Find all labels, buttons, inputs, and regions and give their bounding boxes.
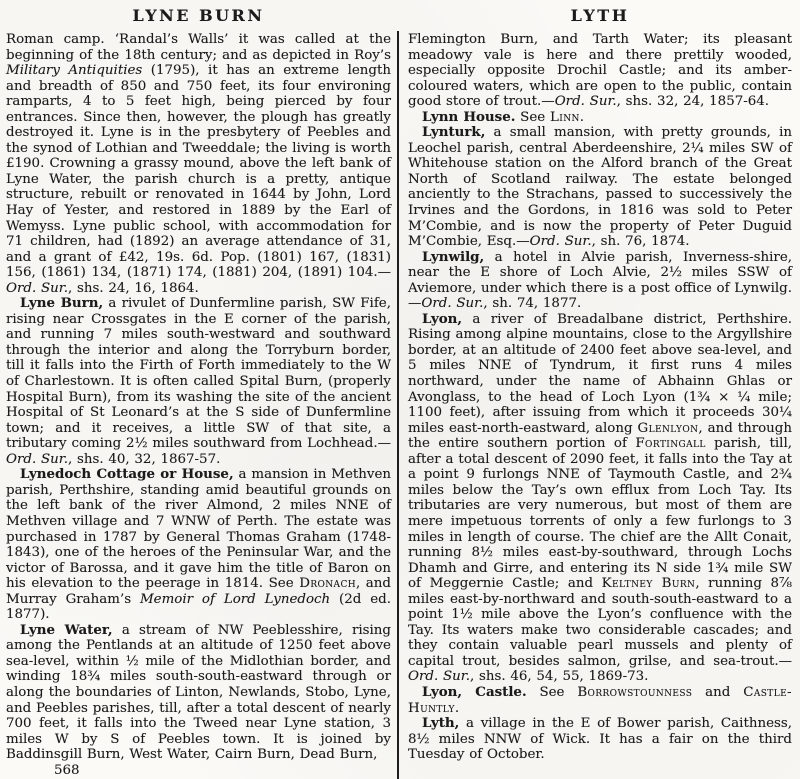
- entry-title: Lyon,: [422, 310, 463, 327]
- body-text: a hotel in Alvie parish, Inverness-shire, near the E shore of Loch Alvie, 2½ miles SSW of Aviemore, under which there is a post office of Lynwilg.—: [408, 249, 792, 312]
- body-text: (2d ed. 1877).: [6, 591, 391, 623]
- entry-paragraph: [408, 685, 792, 716]
- body-text: .: [579, 109, 585, 125]
- entry-paragraph: [408, 32, 792, 110]
- body-text: a river of Breadalbane district, Perthshire. Rising among alpine mountains, close to the Argyllshire border, at an altitude of 2400 feet above sea-level, and 5 miles NNE of Tyndrum, it first runs 4 miles northward, under the name of Abhainn Ghlas or Avonglass, to the head of Loch Lyon (1¾ × ¼ mile; 1100 feet), after issuing from which it proceeds 30¼ miles east-north-eastward, along: [408, 311, 792, 436]
- entry-paragraph: [408, 716, 792, 763]
- page-number: 568: [54, 762, 80, 778]
- entry-title: Lynturk,: [422, 124, 486, 141]
- entry-title: Lyne Water,: [20, 621, 113, 638]
- body-text: , shs. 24, 16, 1864.: [67, 280, 199, 296]
- italic-text: Ord. Sur.: [529, 234, 592, 250]
- italic-text: Ord. Sur.: [408, 669, 470, 685]
- right-column-header: LYTH: [570, 6, 630, 25]
- entry-paragraph: [408, 250, 792, 312]
- body-text: See: [515, 109, 550, 125]
- body-text: a mansion in Methven parish, Perthshire, standing amid beautiful grounds on the left bank of the river Almond, 2 miles NNE of Methven village and 7 WNW of Perth. The estate was purchased in 1787 by General Thomas Graham (1748-1843), one of the heroes of the Peninsular War, and the victor of Barossa, and it gave him the title of Baron on his elevation to the peerage in 1814. See: [6, 467, 391, 592]
- entry-paragraph: [6, 623, 391, 763]
- body-text: a stream of NW Peeblesshire, rising among the Pentlands at an altitude of 1250 feet above sea-level, within ½ mile of the Midlothian border, and winding 18¾ miles south-south-eastward through or along the boundaries of Linton, Newlands, Stobo, Lyne, and Peebles parishes, till, after a total descent of nearly 700 feet, it falls into the Tweed near Lyne station, 3 miles W by S of Peebles town. It is joined by Baddinsgill Burn, West Water, Cairn Burn, Dead Burn,: [6, 622, 391, 763]
- entry-paragraph: [6, 296, 391, 467]
- body-text: .: [454, 700, 460, 716]
- entry-title: Lyne Burn,: [20, 295, 104, 312]
- body-text: , shs. 46, 54, 55, 1869-73.: [469, 669, 649, 685]
- body-text: a rivulet of Dunfermline parish, SW Fife, rising near Crossgates in the E corner of the parish, and running 7 miles south-westward and southward through the interior and along the Torryburn border, till it falls into the Firth of Forth immediately to the W of Charlestown. It is often called Spital Burn, (properly Hospital Burn), from its washing the site of the ancient Hospital of St Leonard’s at the S side of Dunfermline town; and it receives, a little SW of that site, a tributary coming 2½ miles southward from Lochhead.—: [6, 296, 391, 452]
- body-text: a village in the E of Bower parish, Caithness, 8½ miles NNW of Wick. It has a fair on the third Tuesday of October.: [408, 716, 792, 763]
- entry-title: Lyon, Castle.: [422, 683, 527, 700]
- italic-text: Ord. Sur.: [6, 451, 68, 467]
- body-text: Flemington Burn, and Tarth Water; its pleasant meadowy vale is here and there prettily wooded, especially opposite Drochil Castle; and its amber-coloured waters, which are open to the public, contain good store of trout.—: [408, 32, 792, 110]
- body-text: Roman camp. ‘Randal’s Walls’ it was called at the beginning of the 18th century; and as depicted in Roy’s: [6, 32, 391, 63]
- italic-text: Ord. Sur.: [421, 296, 484, 312]
- body-text: , shs. 40, 32, 1867-57.: [67, 451, 221, 467]
- body-text: , sh. 74, 1877.: [483, 296, 582, 312]
- entry-paragraph: [408, 110, 792, 126]
- body-text: , and Murray Graham’s: [6, 576, 391, 607]
- cross-reference: Borrowstounness: [577, 684, 693, 700]
- cross-reference: Castle-Huntly: [408, 684, 792, 716]
- entry-title: Lynwilg,: [422, 248, 485, 265]
- italic-text: Ord. Sur.: [554, 94, 617, 110]
- body-text: See: [526, 684, 578, 700]
- right-column: [399, 4, 792, 779]
- body-text: and: [692, 684, 744, 700]
- cross-reference: Keltney Burn: [601, 576, 696, 592]
- right-column-body: [408, 32, 792, 763]
- entry-title: Lynedoch Cottage or House,: [20, 466, 234, 483]
- body-text: (1795), it has an extreme length and breadth of 850 and 750 feet, its four environing ramparts, 4 to 5 feet high, being pierced by four entrances. Since then, however, the plough has greatly destroyed it. Lyne is in the presbytery of Peebles and the synod of Lothian and Tweeddale; the living is worth £190. Crowning a grassy mound, above the left bank of Lyne Water, the parish church is a pretty, antique structure, rebuilt or renovated in 1644 by John, Lord Hay of Yester, and restored in 1889 by the Earl of Wemyss. Lyne public school, with accommodation for 71 children, had (1892) an average attendance of 31, and a grant of £42, 19s. 6d. Pop. (1801) 167, (1831) 156, (1861) 134, (1871) 174, (1881) 204, (1891) 104.—: [6, 63, 391, 281]
- body-text: , running 8⅞ miles east-by-northward and south-south-eastward to a point 1½ mile above the Lyon’s confluence with the Tay. Its waters make two considerable cascades; and they contain valuable pearl mussels and plenty of capital trout, besides salmon, grilse, and sea-trout.—: [408, 576, 792, 669]
- left-column-body: [6, 32, 391, 763]
- cross-reference: Dronach: [299, 576, 356, 592]
- body-text: , sh. 76, 1874.: [591, 234, 690, 250]
- cross-reference: Linn: [549, 109, 580, 125]
- left-column-header: LYNE BURN: [132, 6, 265, 25]
- body-text: , and through the entire southern portion of: [408, 420, 792, 452]
- italic-text: Memoir of Lord Lynedoch: [139, 591, 331, 607]
- entry-title: Lyth,: [422, 715, 460, 732]
- italic-text: Military Antiquities: [6, 63, 143, 79]
- entry-paragraph: [408, 312, 792, 685]
- entry-paragraph: [408, 125, 792, 249]
- body-text: , shs. 32, 24, 1857-64.: [616, 94, 770, 110]
- left-column: [6, 4, 397, 779]
- body-text: a small mansion, with pretty grounds, in Leochel parish, central Aberdeenshire, 2¼ miles SW of Whitehouse station on the Alford branch of the Great North of Scotland railway. The estate belonged anciently to the Strachans, passed to successively the Irvines and the Gordons, in 1816 was sold to Peter M’Combie, and is now the property of Peter Duguid M’Combie, Esq.—: [408, 125, 792, 250]
- body-text: parish, till, after a total descent of 2090 feet, it falls into the Tay at a point 9 furlongs NNE of Taymouth Castle, and 2¾ miles below the Tay’s own efflux from Loch Tay. Its tributaries are very numerous, but most of them are mere impetuous torrents of only a few furlongs to 3 miles in length of course. The chief are the Allt Conait, running 8½ miles east-by-southward, through Lochs Dhamh and Girre, and entering its N side 1¾ mile SW of Meggernie Castle; and: [408, 436, 792, 592]
- entry-title: Lynn House.: [422, 108, 516, 125]
- entry-paragraph: [6, 467, 391, 622]
- entry-paragraph: [6, 32, 391, 296]
- italic-text: Ord. Sur.: [6, 280, 68, 296]
- cross-reference: Glenlyon: [637, 420, 699, 436]
- cross-reference: Fortingall: [635, 436, 706, 452]
